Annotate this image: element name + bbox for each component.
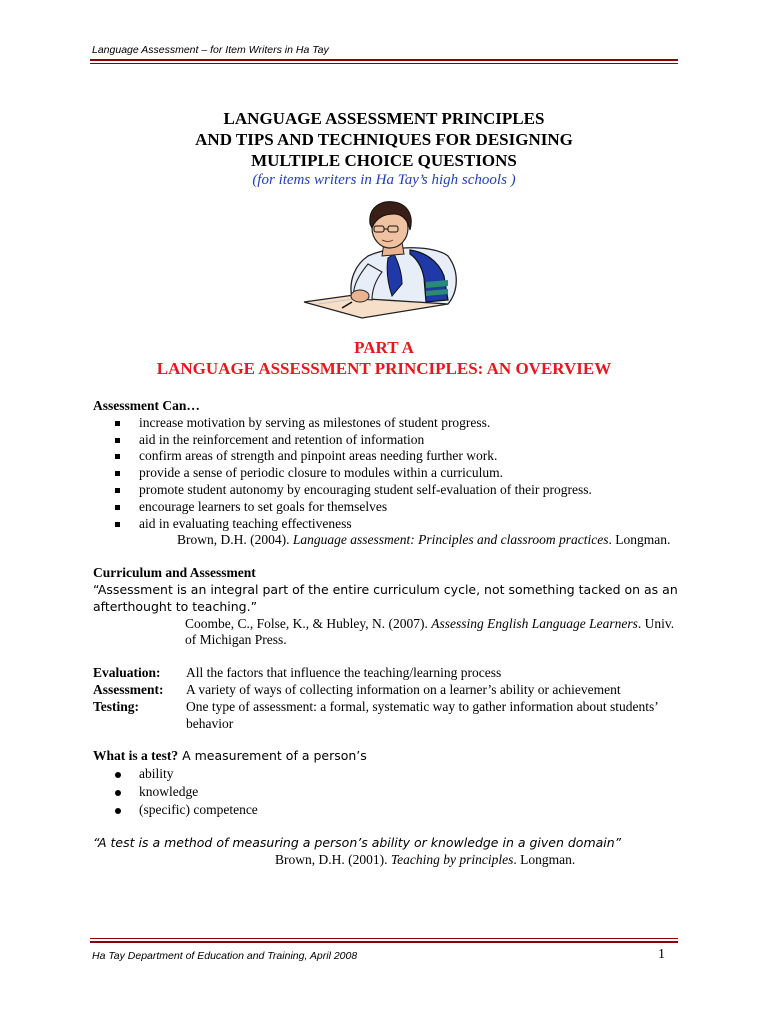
assessment-can-heading: Assessment Can… — [93, 398, 200, 413]
definition-row — [93, 682, 678, 699]
title-line-2: AND TIPS AND TECHNIQUES FOR DESIGNING — [195, 130, 573, 149]
citation-author: Coombe, C., Folse, K., & Hubley, N. (2007). — [185, 615, 428, 631]
header-rule-thin — [90, 63, 678, 64]
list-item: knowledge — [139, 783, 678, 801]
footer-rule-thin — [90, 938, 678, 939]
citation-publisher: . Longman. — [608, 532, 671, 548]
citation-brown-2004 — [93, 532, 678, 549]
part-label: PART A — [354, 338, 414, 357]
list-item: provide a sense of periodic closure to modules within a curriculum. — [139, 465, 678, 482]
citation-publisher: . Longman. — [513, 851, 576, 867]
subtitle: (for items writers in Ha Tay’s high schools ) — [252, 172, 516, 188]
body-content — [93, 398, 678, 869]
list-item: aid in evaluating teaching effectiveness — [139, 516, 678, 533]
part-heading — [90, 338, 678, 380]
footer-rule — [90, 941, 678, 943]
title-line-1: LANGUAGE ASSESSMENT PRINCIPLES — [223, 109, 545, 128]
curriculum-quote: “Assessment is an integral part of the entire curriculum cycle, not something tacked on as an afterthought to teaching.” — [93, 581, 678, 614]
list-item: increase motivation by serving as milestones of student progress. — [139, 415, 678, 432]
citation-coombe-2007 — [93, 616, 678, 650]
list-item: (specific) competence — [139, 801, 678, 819]
citation-brown-2001 — [93, 852, 678, 869]
list-item: ability — [139, 765, 678, 783]
citation-author: Brown, D.H. (2001). — [275, 851, 388, 867]
test-quote: “A test is a method of measuring a person’s ability or knowledge in a given domain” — [93, 835, 622, 851]
citation-title: Teaching by principles — [390, 851, 514, 867]
definition-text: One type of assessment: a formal, systematic way to gather information about students’ behavior — [186, 698, 658, 731]
list-item: promote student autonomy by encouraging student self-evaluation of their progress. — [139, 482, 678, 499]
curriculum-heading: Curriculum and Assessment — [93, 565, 256, 581]
list-item: confirm areas of strength and pinpoint areas needing further work. — [139, 448, 678, 465]
citation-title: Assessing English Language Learners — [431, 615, 638, 631]
header-rule — [90, 59, 678, 61]
definition-text: A variety of ways of collecting information on a learner’s ability or achievement — [186, 681, 621, 697]
running-header: Language Assessment – for Item Writers in Ha Tay — [92, 44, 329, 56]
title-line-3: MULTIPLE CHOICE QUESTIONS — [251, 151, 517, 170]
test-heading: What is a test? — [93, 748, 179, 764]
definition-row — [93, 665, 678, 682]
list-item: encourage learners to set goals for themselves — [139, 499, 678, 516]
test-lead: A measurement of a person’s — [178, 748, 367, 764]
test-list — [93, 765, 678, 819]
definition-row — [93, 699, 678, 733]
list-item: aid in the reinforcement and retention of information — [139, 432, 678, 449]
person-writing-illustration — [298, 198, 468, 320]
page-number: 1 — [658, 947, 665, 962]
title-block — [90, 108, 678, 190]
test-definition-line — [93, 748, 678, 765]
definition-term: Evaluation: — [93, 665, 161, 681]
part-title: LANGUAGE ASSESSMENT PRINCIPLES: AN OVERVIEW — [156, 359, 612, 378]
citation-title: Language assessment: Principles and classroom practices — [292, 532, 609, 548]
citation-author: Brown, D.H. (2004). — [177, 532, 290, 548]
assessment-can-list — [93, 415, 678, 533]
definition-text: All the factors that influence the teaching/learning process — [186, 665, 502, 681]
definition-term: Assessment: — [93, 681, 164, 697]
definition-term: Testing: — [93, 698, 140, 714]
citation-publisher: . Univ. of Michigan Press. — [185, 615, 675, 648]
running-footer: Ha Tay Department of Education and Training, April 2008 — [92, 950, 358, 962]
